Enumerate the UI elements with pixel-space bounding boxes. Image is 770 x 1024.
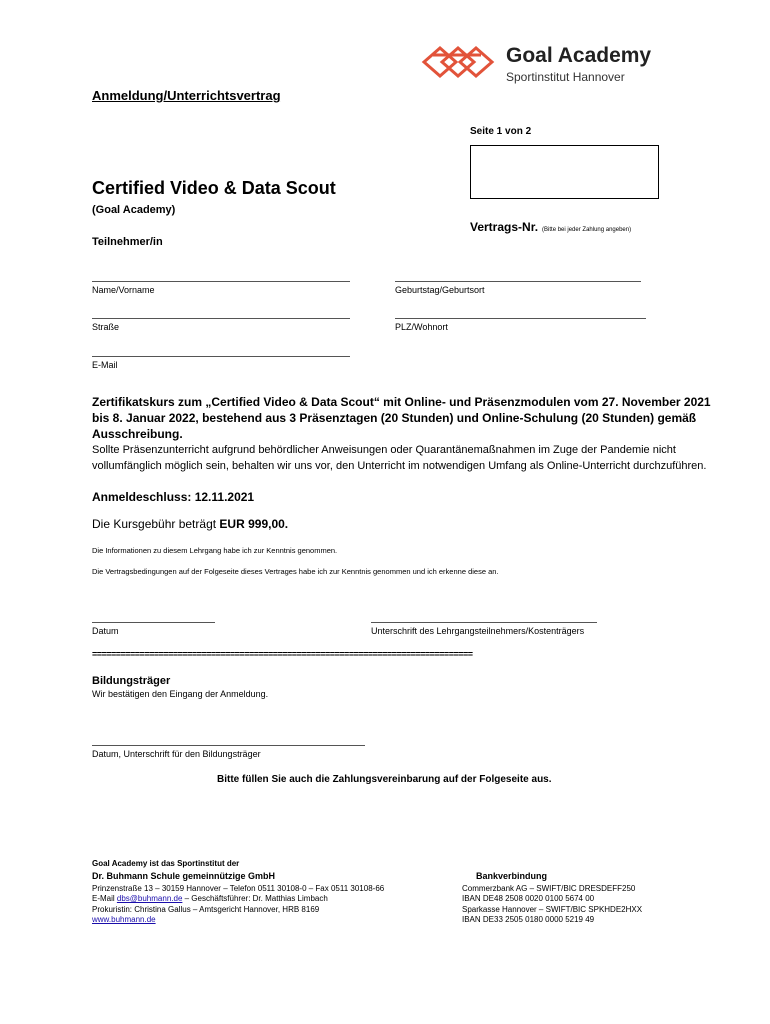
logo-name: Goal Academy: [506, 44, 652, 67]
footer-address: Prinzenstraße 13 – 30159 Hannover – Telefon 0511 30108-0 – Fax 0511 30108-66: [92, 884, 385, 893]
email-field-line[interactable]: [92, 356, 350, 357]
email-suffix: – Geschäftsführer: Dr. Matthias Limbach: [182, 894, 328, 903]
contract-label-text: Vertrags-Nr.: [470, 220, 539, 234]
bank-heading: Bankverbindung: [476, 871, 548, 881]
street-field-line[interactable]: [92, 318, 350, 319]
course-title: Certified Video & Data Scout: [92, 178, 336, 198]
fee-text: Die Kursgebühr beträgt: [92, 517, 217, 531]
contract-number-box[interactable]: [470, 145, 659, 199]
name-field-line[interactable]: [92, 281, 350, 282]
footer-intro: Goal Academy ist das Sportinstitut der: [92, 859, 240, 868]
provider-heading: Bildungsträger: [92, 675, 171, 687]
zip-field-line[interactable]: [395, 318, 646, 319]
footer-email-line: [92, 894, 328, 903]
course-subtitle: (Goal Academy): [92, 204, 176, 216]
separator: ================================================================================: [92, 649, 473, 659]
info-confirmation: Die Informationen zu diesem Lehrgang habe ich zur Kenntnis genommen.: [92, 546, 338, 555]
email-field-label: E-Mail: [92, 360, 118, 370]
terms-confirmation: Die Vertragsbedingungen auf der Folgeseite dieses Vertrages habe ich zur Kenntnis genommen und ich erkenne diese an.: [92, 567, 499, 576]
iban1: IBAN DE48 2508 0020 0100 5674 00: [462, 894, 595, 903]
date-label: Datum: [92, 626, 119, 636]
contract-hint: (Bitte bei jeder Zahlung angeben): [542, 227, 632, 233]
footer-company: Dr. Buhmann Schule gemeinnützige GmbH: [92, 871, 276, 881]
registration-deadline: Anmeldeschluss: 12.11.2021: [92, 490, 255, 504]
pandemic-notice: Sollte Präsenzunterricht aufgrund behördlicher Anweisungen oder Quarantänemaßnahmen im Zuge der Pandemie nicht vollumfänglich möglich sein, behalten wir uns vor, den Unterricht im notwendigen Umfang als Online-Unterricht durchzuführen.: [92, 444, 707, 472]
form-title: Anmeldung/Unterrichtsvertrag: [92, 88, 281, 103]
birth-field-label: Geburtstag/Geburtsort: [395, 285, 485, 295]
goal-academy-logo-icon: [420, 44, 500, 85]
logo-subtitle: Sportinstitut Hannover: [506, 70, 625, 84]
provider-signature-label: Datum, Unterschrift für den Bildungsträger: [92, 749, 261, 759]
name-field-label: Name/Vorname: [92, 285, 155, 295]
contract-number-label: [470, 220, 631, 234]
provider-confirmation: Wir bestätigen den Eingang der Anmeldung.: [92, 689, 269, 699]
participant-heading: Teilnehmer/in: [92, 236, 163, 248]
street-field-label: Straße: [92, 322, 120, 332]
email-prefix: E-Mail: [92, 894, 117, 903]
course-description: Zertifikatskurs zum „Certified Video & Data Scout“ mit Online- und Präsenzmodulen vom 27. November 2021 bis 8. Januar 2022, bestehend aus 3 Präsenztagen (20 Stunden) und Online-Schulung (20 Stunden) gemäß Ausschreibung.: [92, 395, 711, 441]
iban2: IBAN DE33 2505 0180 0000 5219 49: [462, 915, 595, 924]
payment-note: Bitte füllen Sie auch die Zahlungsvereinbarung auf der Folgeseite aus.: [217, 774, 552, 785]
email-link[interactable]: dbs@buhmann.de: [116, 894, 183, 903]
participant-signature-line[interactable]: [371, 622, 597, 623]
website-link[interactable]: www.buhmann.de: [92, 915, 156, 924]
zip-field-label: PLZ/Wohnort: [395, 322, 448, 332]
birth-field-line[interactable]: [395, 281, 641, 282]
date-signature-line[interactable]: [92, 622, 215, 623]
course-fee: [92, 516, 722, 532]
provider-signature-line[interactable]: [92, 745, 365, 746]
fee-amount: EUR 999,00.: [219, 517, 289, 531]
page-number: Seite 1 von 2: [470, 126, 532, 137]
footer-prokurist: Prokuristin: Christina Gallus – Amtsgericht Hannover, HRB 8169: [92, 905, 320, 914]
participant-signature-label: Unterschrift des Lehrgangsteilnehmers/Kostenträgers: [371, 626, 585, 636]
bank1: Commerzbank AG – SWIFT/BIC DRESDEFF250: [462, 884, 636, 893]
bank2: Sparkasse Hannover – SWIFT/BIC SPKHDE2HXX: [462, 905, 643, 914]
